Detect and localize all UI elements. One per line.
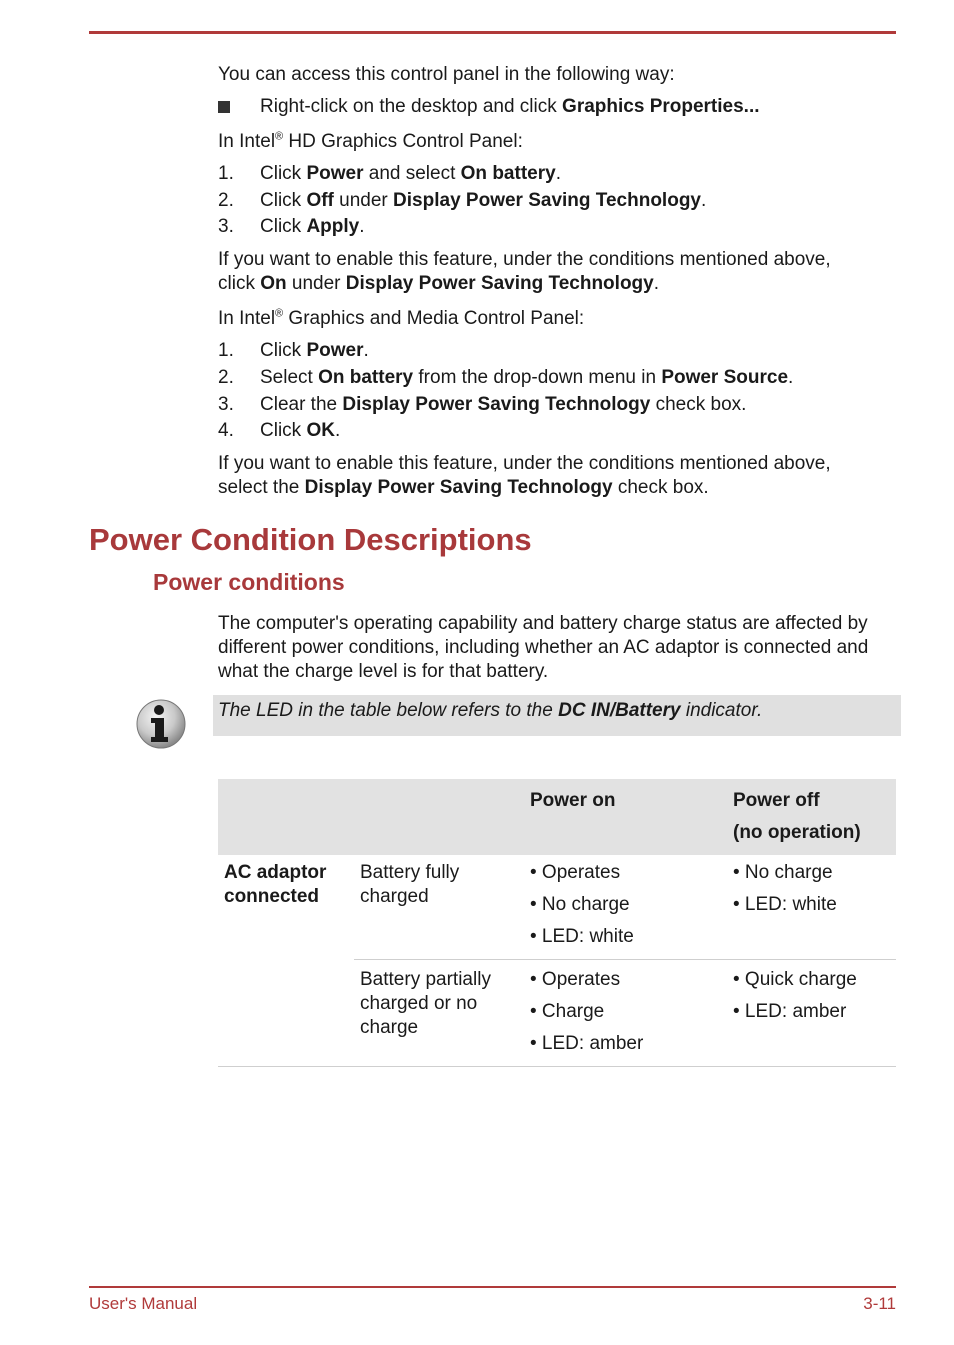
- header-power-on: Power on: [530, 790, 616, 811]
- list-number: 4.: [218, 420, 234, 441]
- cell-item: • No charge: [733, 862, 833, 883]
- step-text: .: [788, 367, 794, 388]
- table-header-row: [218, 779, 896, 855]
- bullet-text: Right-click on the desktop and click: [260, 96, 563, 117]
- step-text: under: [333, 190, 394, 211]
- step-bold: Display Power Saving Technology: [342, 394, 651, 415]
- footer-rule: [89, 1286, 896, 1288]
- step-text: .: [701, 190, 707, 211]
- step-text: Click: [260, 420, 307, 441]
- enable-text: select the: [218, 477, 305, 498]
- note-bold: DC IN/Battery: [558, 700, 681, 721]
- power-conditions-table: [218, 779, 896, 1067]
- step-text: and select: [363, 163, 461, 184]
- enable-bold: Display Power Saving Technology: [304, 477, 613, 498]
- registered-mark: ®: [275, 307, 284, 320]
- header-rule: [89, 31, 896, 34]
- media-enable-text: [218, 452, 898, 500]
- page-number: 3-11: [863, 1294, 896, 1313]
- info-icon: [134, 697, 188, 751]
- step-bold: On battery: [318, 367, 414, 388]
- enable-line: If you want to enable this feature, under the conditions mentioned above,: [218, 453, 831, 474]
- step-text: .: [334, 420, 341, 441]
- hd-panel-pre: In Intel: [218, 131, 276, 152]
- step-bold: Apply: [306, 216, 360, 237]
- step-text: Click: [260, 190, 307, 211]
- note-pre: The LED in the table below refers to the: [218, 700, 559, 721]
- list-number: 3.: [218, 216, 234, 237]
- step-text: Click: [260, 340, 307, 361]
- cell-item: • LED: amber: [733, 1001, 847, 1022]
- cell-item: • Operates: [530, 862, 621, 883]
- enable-text: check box.: [612, 477, 709, 498]
- header-power-off: Power off: [733, 790, 820, 811]
- table-header-cell: [218, 779, 354, 855]
- step-text: from the drop-down menu in: [413, 367, 662, 388]
- step-bold: Power: [306, 340, 364, 361]
- note-text: [218, 699, 762, 723]
- hd-enable-text: [218, 248, 898, 296]
- cell-item: • Operates: [530, 969, 621, 990]
- note-post: indicator.: [680, 700, 763, 721]
- step-bold: Power: [306, 163, 364, 184]
- table-header-cell: [354, 779, 524, 855]
- media-panel-post: Graphics and Media Control Panel:: [283, 308, 585, 329]
- step-bold: On battery: [460, 163, 556, 184]
- cell-item: • LED: white: [733, 894, 837, 915]
- subsection-title: Power conditions: [153, 569, 345, 595]
- section-title: Power Condition Descriptions: [89, 522, 532, 557]
- cell-item: • Charge: [530, 1001, 605, 1022]
- enable-text: .: [653, 273, 660, 294]
- intro-text: You can access this control panel in the following way:: [218, 64, 675, 85]
- hd-panel-post: HD Graphics Control Panel:: [283, 131, 523, 152]
- list-number: 1.: [218, 340, 234, 361]
- media-panel-heading: [218, 307, 898, 331]
- hd-panel-heading: [218, 130, 898, 154]
- condition-cell: Battery fully charged: [354, 855, 524, 960]
- table-header-cell: [727, 779, 896, 855]
- step-text: Click: [260, 216, 307, 237]
- power-off-cell: [727, 960, 896, 1067]
- enable-text: click: [218, 273, 261, 294]
- table-header-cell: [524, 779, 727, 855]
- power-off-cell: [727, 855, 896, 960]
- conditions-text: The computer's operating capability and battery charge status are affected by different power conditions, including whether an AC adaptor is connected and what the charge level is for that battery.: [218, 613, 869, 682]
- cell-item: • Quick charge: [733, 969, 857, 990]
- group-label-cell: AC adaptor connected: [218, 855, 354, 1067]
- list-number: 3.: [218, 394, 234, 415]
- step-text: Click: [260, 163, 307, 184]
- step-text: Clear the: [260, 394, 343, 415]
- enable-text: under: [286, 273, 346, 294]
- list-number: 2.: [218, 190, 234, 211]
- condition-cell: Battery partially charged or no charge: [354, 960, 524, 1067]
- cell-item: • LED: white: [530, 926, 634, 947]
- step-text: .: [555, 163, 561, 184]
- step-text: check box.: [650, 394, 747, 415]
- step-bold: Display Power Saving Technology: [393, 190, 701, 211]
- enable-line: If you want to enable this feature, under the conditions mentioned above,: [218, 249, 831, 270]
- note-box: [213, 695, 901, 736]
- step-bold: Power Source: [661, 367, 789, 388]
- step-text: Select: [260, 367, 319, 388]
- power-on-cell: [524, 960, 727, 1067]
- header-power-off-sub: (no operation): [733, 822, 861, 843]
- registered-mark: ®: [275, 130, 284, 143]
- list-number: 1.: [218, 163, 234, 184]
- step-bold: Off: [306, 190, 334, 211]
- power-on-cell: [524, 855, 727, 960]
- cell-item: • LED: amber: [530, 1033, 644, 1054]
- step-text: .: [363, 340, 369, 361]
- list-number: 2.: [218, 367, 234, 388]
- step-text: .: [359, 216, 365, 237]
- enable-bold: Display Power Saving Technology: [345, 273, 654, 294]
- table-row: [218, 855, 896, 960]
- bullet-bold: Graphics Properties...: [562, 96, 760, 117]
- media-panel-pre: In Intel: [218, 308, 276, 329]
- step-bold: OK: [306, 420, 335, 441]
- cell-item: • No charge: [530, 894, 630, 915]
- enable-bold: On: [260, 273, 287, 294]
- square-bullet-icon: [218, 101, 230, 113]
- footer-title: User's Manual: [89, 1294, 198, 1313]
